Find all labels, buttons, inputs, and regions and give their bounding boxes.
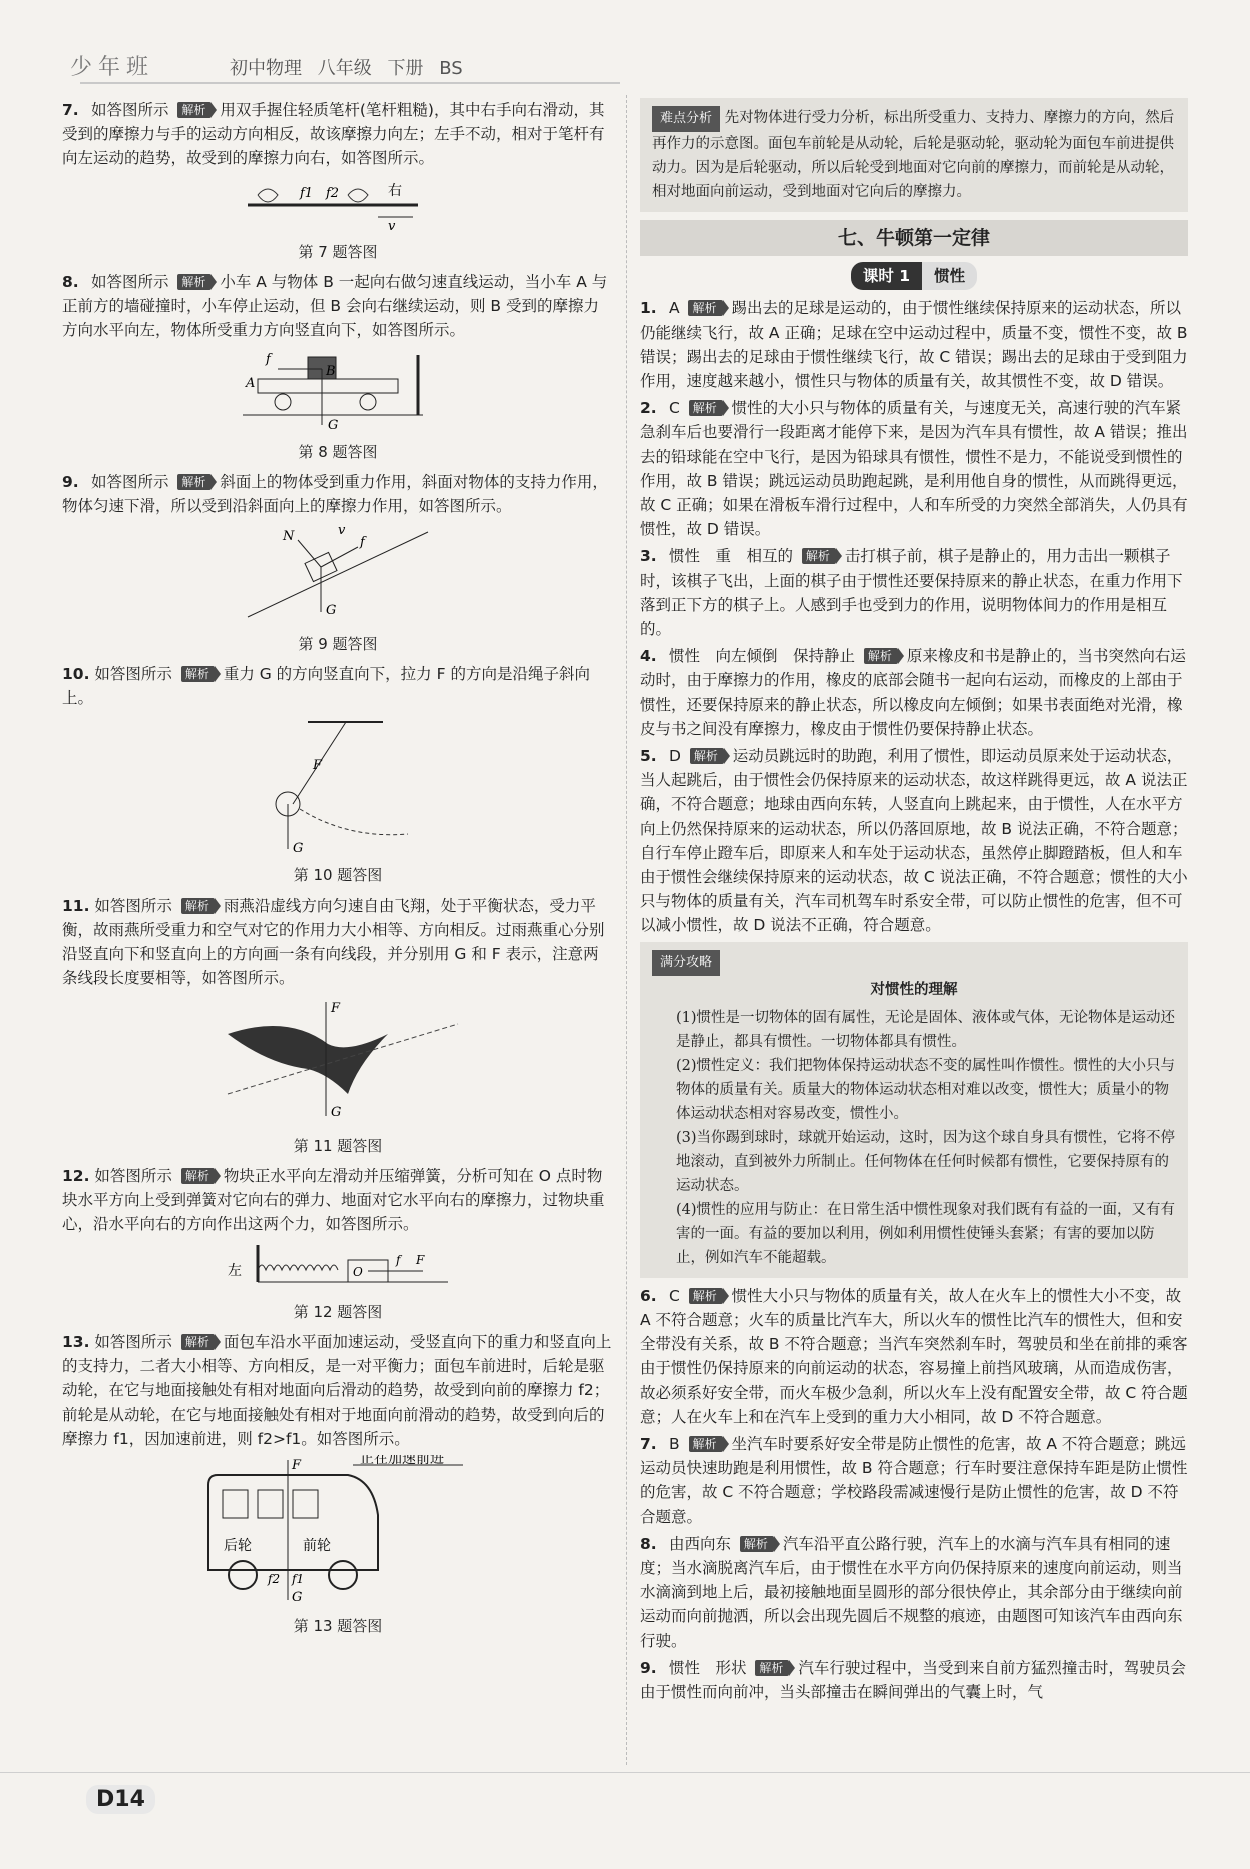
fig13-label-front: 前轮 bbox=[303, 1537, 331, 1554]
item-number: 8. bbox=[640, 1534, 657, 1553]
fig10-label-G: G bbox=[293, 841, 304, 855]
analysis-tag: 解析 bbox=[740, 1536, 774, 1552]
column-divider bbox=[626, 95, 627, 1765]
header-subject: 初中物理 bbox=[230, 58, 302, 79]
fig7-label-f2: f2 bbox=[326, 185, 340, 201]
analysis-tag: 解析 bbox=[177, 274, 211, 290]
tip-4: (4)惯性的应用与防止：在日常生活中惯性现象对我们既有有益的一面，又有有害的一面。有益的要加以利用，例如利用惯性使锤头套紧；有害的要加以防止，例如汽车不能超载。 bbox=[676, 1201, 1176, 1266]
fig11-label-F: F bbox=[331, 1001, 341, 1017]
item-number: 5. bbox=[640, 747, 657, 766]
item-explanation: 重力 G 的方向竖直向下，拉力 F 的方向是沿绳子斜向上。 bbox=[62, 664, 590, 708]
tip-1: (1)惯性是一切物体的固有属性，无论是固体、液体或气体，无论物体是运动还是静止，都具有惯性。一切物体都具有惯性。 bbox=[676, 1009, 1176, 1050]
tips-tag: 满分攻略 bbox=[652, 950, 720, 976]
item-number: 13. bbox=[62, 1332, 90, 1351]
analysis-tag: 解析 bbox=[177, 102, 211, 118]
item-answer: C bbox=[668, 399, 680, 418]
fig13-label-rear: 后轮 bbox=[224, 1537, 252, 1554]
answer-item-12 bbox=[62, 1164, 614, 1237]
figure-10-caption: 第 10 题答图 bbox=[293, 866, 383, 885]
item-explanation: 用双手握住轻质笔杆(笔杆粗糙)，其中右手向右滑动，其受到的摩擦力与手的运动方向相反，故该摩擦力向左；左手不动，相对于笔杆有向左运动的趋势，故受到的摩擦力向右，如答图所示。 bbox=[62, 101, 605, 168]
answer-item-11 bbox=[62, 894, 614, 991]
analysis-tag: 解析 bbox=[177, 474, 211, 490]
header-edition: BS bbox=[439, 58, 463, 79]
fig8-label-f: f bbox=[266, 351, 271, 367]
item-number: 3. bbox=[640, 547, 657, 566]
item-number: 11. bbox=[62, 896, 90, 915]
fig12-label-f: f bbox=[396, 1253, 401, 1268]
fig13-label-accel: 正在加速前进 bbox=[360, 1454, 444, 1467]
fig8-label-G: G bbox=[328, 417, 339, 431]
analysis-tag: 解析 bbox=[864, 648, 898, 664]
answer-item-2 bbox=[640, 396, 1188, 541]
left-column bbox=[62, 98, 614, 1644]
item-explanation: 原来橡皮和书是静止的，当书突然向右运动时，由于摩擦力的作用，橡皮的底部会随书一起向右运动，而橡皮的上部由于惯性，还要保持原来的静止状态，所以橡皮向左倾倒；如果书表面绝对光滑，橡皮与书之间没有摩擦力，橡皮由于惯性仍要保持静止状态。 bbox=[640, 647, 1186, 738]
answer-item-4 bbox=[640, 644, 1188, 741]
item-answer: 如答图所示 bbox=[94, 1166, 172, 1185]
fig7-label-v: v bbox=[388, 218, 396, 231]
item-explanation: 击打棋子前，棋子是静止的，用力击出一颗棋子时，该棋子飞出，上面的棋子由于惯性还要保持原来的静止状态，在重力作用下落到正下方的棋子上。人感到手也受到力的作用，说明物体间力的作用是相互的。 bbox=[640, 547, 1183, 639]
item-number: 8. bbox=[62, 273, 79, 292]
figure-10 bbox=[62, 714, 614, 861]
analysis-tag: 解析 bbox=[802, 548, 836, 564]
analysis-tag: 解析 bbox=[181, 898, 215, 914]
item-number: 9. bbox=[62, 473, 79, 492]
figure-11-caption: 第 11 题答图 bbox=[293, 1136, 383, 1155]
item-number: 1. bbox=[640, 299, 657, 318]
difficulty-analysis-box bbox=[640, 98, 1188, 212]
item-explanation: 惯性的大小只与物体的质量有关，与速度无关，高速行驶的汽车紧急刹车后也要滑行一段距离才能停下来，是因为汽车具有惯性，故 A 错误；推出去的铅球能在空中飞行，是因为铅球具有惯性，惯性不是力，不能说受到惯性的作用，故 B 错误；跳远运动员助跑起跳，是利用他自身的惯性，从而跳得更远，故 C 正确；如果在滑板车滑行过程中，人和车所受的力突然全部消失，人仍具有惯性，故 D 错误。 bbox=[640, 399, 1188, 539]
page-number: D14 bbox=[86, 1785, 155, 1814]
item-number: 12. bbox=[62, 1166, 90, 1185]
item-answer: A bbox=[668, 299, 680, 318]
answer-item-10 bbox=[62, 662, 614, 710]
page-header bbox=[40, 40, 630, 90]
header-volume: 下册 bbox=[387, 58, 424, 79]
fig7-label-f1: f1 bbox=[300, 185, 314, 201]
item-number: 10. bbox=[62, 664, 90, 683]
answer-item-9 bbox=[62, 470, 614, 518]
item-number: 9. bbox=[640, 1658, 657, 1677]
item-answer: 由西向东 bbox=[668, 1534, 731, 1553]
fig9-label-N: N bbox=[283, 529, 295, 545]
item-explanation: 物块正水平向左滑动并压缩弹簧，分析可知在 O 点时物块水平方向上受到弹簧对它向右的弹力、地面对它水平向右的摩擦力，过物块重心，沿水平向右的方向作出这两个力，如答图所示。 bbox=[62, 1166, 605, 1234]
item-answer: 如答图所示 bbox=[90, 101, 169, 119]
difficulty-tag: 难点分析 bbox=[652, 106, 720, 132]
analysis-tag: 解析 bbox=[689, 400, 723, 416]
item-explanation: 雨燕沿虚线方向匀速自由飞翔，处于平衡状态，受力平衡，故雨燕所受重力和空气对它的作用力大小相等、方向相反。过雨燕重心分别沿竖直向下和竖直向上的方向画一条有向线段，并分别用 G 和 F 表示，注意两条线段长度要相等，如答图所示。 bbox=[62, 896, 605, 988]
figure-12-caption: 第 12 题答图 bbox=[293, 1302, 383, 1321]
footer-rule bbox=[0, 1772, 1250, 1773]
item-number: 2. bbox=[640, 399, 657, 418]
item-answer: D bbox=[668, 747, 681, 766]
item-number: 6. bbox=[640, 1286, 657, 1305]
tip-3: (3)当你踢到球时，球就开始运动，这时，因为这个球自身具有惯性，它将不停地滚动，直到被外力所制止。任何物体在任何时候都有惯性，它要保持原有的运动状态。 bbox=[676, 1129, 1176, 1194]
item-number: 7. bbox=[62, 101, 79, 119]
figure-13 bbox=[62, 1455, 614, 1612]
chapter-title: 七、牛顿第一定律 bbox=[640, 220, 1188, 256]
figure-8 bbox=[62, 347, 614, 438]
analysis-tag: 解析 bbox=[688, 300, 722, 316]
figure-9-caption: 第 9 题答图 bbox=[298, 634, 378, 653]
answer-item-9b bbox=[640, 1656, 1188, 1704]
fig9-label-f: f bbox=[360, 535, 365, 551]
fig11-label-G: G bbox=[331, 1105, 342, 1121]
item-explanation: 踢出去的足球是运动的，由于惯性继续保持原来的运动状态，所以仍能继续飞行，故 A 正确；足球在空中运动过程中，质量不变，惯性不变，故 B 错误；踢出去的足球由于惯性继续飞行，故 C 错误；踢出去的足球由于受到阻力作用，速度越来越小，惯性只与物体的质量有关，故其惯性不变，故 D 错误。 bbox=[640, 299, 1188, 391]
lesson-title bbox=[640, 262, 1188, 290]
analysis-tag: 解析 bbox=[181, 666, 215, 682]
analysis-tag: 解析 bbox=[690, 748, 724, 764]
figure-7-caption: 第 7 题答图 bbox=[298, 242, 378, 261]
analysis-tag: 解析 bbox=[181, 1334, 215, 1350]
item-explanation: 斜面上的物体受到重力作用，斜面对物体的支持力作用，物体匀速下滑，所以受到沿斜面向上的摩擦力作用，如答图所示。 bbox=[62, 473, 608, 516]
lesson-number: 课时 1 bbox=[851, 262, 922, 290]
fig13-label-f2: f2 bbox=[268, 1571, 281, 1586]
header-meta bbox=[230, 54, 463, 80]
figure-9 bbox=[62, 522, 614, 629]
item-explanation: 坐汽车时要系好安全带是防止惯性的危害，故 A 不符合题意；跳远运动员快速助跑是利用惯性，故 B 符合题意；行车时要注意保持车距是防止惯性的危害，故 C 不符合题意；学校路段需减速慢行是防止惯性的危害，故 D 不符合题意。 bbox=[640, 1434, 1188, 1526]
difficulty-text: 先对物体进行受力分析，标出所受重力、支持力、摩擦力的方向，然后再作力的示意图。面包车前轮是从动轮，后轮是驱动轮，驱动轮为面包车前进提供动力。因为是后轮驱动，所以后轮受到地面对它向前的摩擦力，而前轮是从动轮，相对地面向前运动，受到地面对它向后的摩擦力。 bbox=[652, 110, 1175, 200]
answer-item-5 bbox=[640, 744, 1188, 938]
figure-13-caption: 第 13 题答图 bbox=[293, 1617, 383, 1636]
tip-2: (2)惯性定义：我们把物体保持运动状态不变的属性叫作惯性。惯性的大小只与物体的质量有关。质量大的物体运动状态相对难以改变，惯性大；质量小的物体运动状态相对容易改变，惯性小。 bbox=[676, 1057, 1176, 1122]
item-answer: B bbox=[668, 1434, 680, 1453]
lesson-name: 惯性 bbox=[922, 262, 977, 290]
fig13-label-F: F bbox=[292, 1457, 302, 1473]
item-answer: 惯性 向左倾倒 保持静止 bbox=[668, 647, 855, 666]
item-explanation: 汽车行驶过程中，当受到来自前方猛烈撞击时，驾驶员会由于惯性而向前冲，当头部撞击在瞬间弹出的气囊上时，气 bbox=[640, 1658, 1186, 1701]
fig9-label-G: G bbox=[326, 603, 337, 619]
analysis-tag: 解析 bbox=[689, 1288, 723, 1304]
item-answer: 如答图所示 bbox=[94, 664, 172, 683]
figure-7 bbox=[62, 175, 614, 238]
answer-item-13 bbox=[62, 1330, 614, 1451]
brand-logo: 少年班 bbox=[70, 55, 155, 80]
fig10-label-F: F bbox=[313, 758, 323, 774]
item-number: 4. bbox=[640, 647, 657, 666]
fig7-label-right: 右 bbox=[388, 182, 402, 199]
answer-item-7b bbox=[640, 1432, 1188, 1529]
answer-item-8b bbox=[640, 1532, 1188, 1653]
fig8-label-A: A bbox=[246, 375, 256, 391]
item-explanation: 小车 A 与物体 B 一起向右做匀速直线运动，当小车 A 与正前方的墙碰撞时，小车停止运动，但 B 会向右继续运动，则 B 受到的摩擦力方向水平向左，物体所受重力方向竖直向下，如答图所示。 bbox=[62, 273, 608, 340]
fig13-label-G: G bbox=[292, 1589, 303, 1605]
item-number: 7. bbox=[640, 1434, 657, 1453]
fig13-label-f1: f1 bbox=[292, 1571, 305, 1586]
item-explanation: 汽车沿平直公路行驶，汽车上的水滴与汽车具有相同的速度；当水滴脱离汽车后，由于惯性在水平方向仍保持原来的速度向前运动，则当水滴滴到地上后，最初接触地面呈圆形的部分很快停止，其余部分由于继续向前运动而向前抛洒，所以会出现先圆后不规整的痕迹，由题图可知该汽车由西向东行驶。 bbox=[640, 1534, 1183, 1650]
figure-8-caption: 第 8 题答图 bbox=[298, 442, 378, 461]
fig9-label-v: v bbox=[338, 523, 346, 539]
item-answer: 如答图所示 bbox=[94, 896, 172, 915]
right-column bbox=[640, 98, 1188, 1707]
item-explanation: 运动员跳远时的助跑，利用了惯性，即运动员原来处于运动状态，当人起跳后，由于惯性会仍保持原来的运动状态，故这样跳得更远，故 A 说法正确，不符合题意；地球由西向东转，人竖直向上跳起来，由于惯性，人在水平方向上仍然保持原来的运动状态，所以仍落回原地，故 B 说法正确，不符合题意；自行车停止蹬车后，即原来人和车处于运动状态，虽然停止脚蹬踏板，但人和车由于惯性会继续保持原来的运动状态，故 C 说法正确，不符合题意；惯性的大小只与物体的质量有关，汽车司机驾车时系安全带，可以防止惯性的危害，但不可以减小惯性，故 D 说法不正确，符合题意。 bbox=[640, 747, 1188, 935]
item-answer: 如答图所示 bbox=[90, 473, 169, 492]
answer-item-7 bbox=[62, 98, 614, 171]
item-answer: 如答图所示 bbox=[90, 273, 169, 292]
item-explanation: 惯性大小只与物体的质量有关，故人在火车上的惯性大小不变，故 A 不符合题意；火车的质量比汽车大，所以火车的惯性比汽车的惯性大，但和安全带没有关系，故 B 不符合题意；当汽车突然刹车时，驾驶员和坐在前排的乘客由于惯性仍保持原来的向前运动的状态，容易撞上前挡风玻璃，从而造成伤害，故必须系好安全带，而火车极少急刹，所以火车上没有配置安全带，故 C 符合题意；人在火车上和在汽车上受到的重力大小相同，故 D 不符合题意。 bbox=[640, 1286, 1188, 1426]
item-explanation: 面包车沿水平面加速运动，受竖直向下的重力和竖直向上的支持力，二者大小相等、方向相反，是一对平衡力；面包车前进时，后轮是驱动轮，在它与地面接触处有相对地面向后滑动的趋势，故受到向前的摩擦力 f2；前轮是从动轮，在它与地面接触处有相对于地面向前滑动的趋势，故受到向后的摩擦力 f1，因加速前进，则 f2>f1。如答图所示。 bbox=[62, 1332, 612, 1448]
fig12-label-left: 左 bbox=[228, 1263, 242, 1280]
figure-11 bbox=[62, 994, 614, 1131]
item-answer: C bbox=[668, 1286, 680, 1305]
analysis-tag: 解析 bbox=[755, 1660, 789, 1676]
answer-item-8 bbox=[62, 270, 614, 343]
answer-item-6 bbox=[640, 1284, 1188, 1429]
fig12-label-O: O bbox=[353, 1265, 363, 1280]
full-marks-tips-box bbox=[640, 942, 1188, 1278]
header-rule bbox=[80, 82, 620, 84]
answer-item-1 bbox=[640, 296, 1188, 393]
item-answer: 惯性 形状 bbox=[668, 1658, 747, 1677]
item-answer: 惯性 重 相互的 bbox=[668, 547, 793, 566]
figure-12 bbox=[62, 1240, 614, 1297]
analysis-tag: 解析 bbox=[689, 1436, 723, 1452]
fig8-label-B: B bbox=[326, 363, 336, 379]
tips-title: 对惯性的理解 bbox=[870, 981, 958, 998]
answer-item-3 bbox=[640, 544, 1188, 641]
fig12-label-F: F bbox=[416, 1253, 425, 1268]
header-grade: 八年级 bbox=[317, 58, 372, 79]
item-answer: 如答图所示 bbox=[94, 1332, 172, 1351]
analysis-tag: 解析 bbox=[181, 1168, 215, 1184]
